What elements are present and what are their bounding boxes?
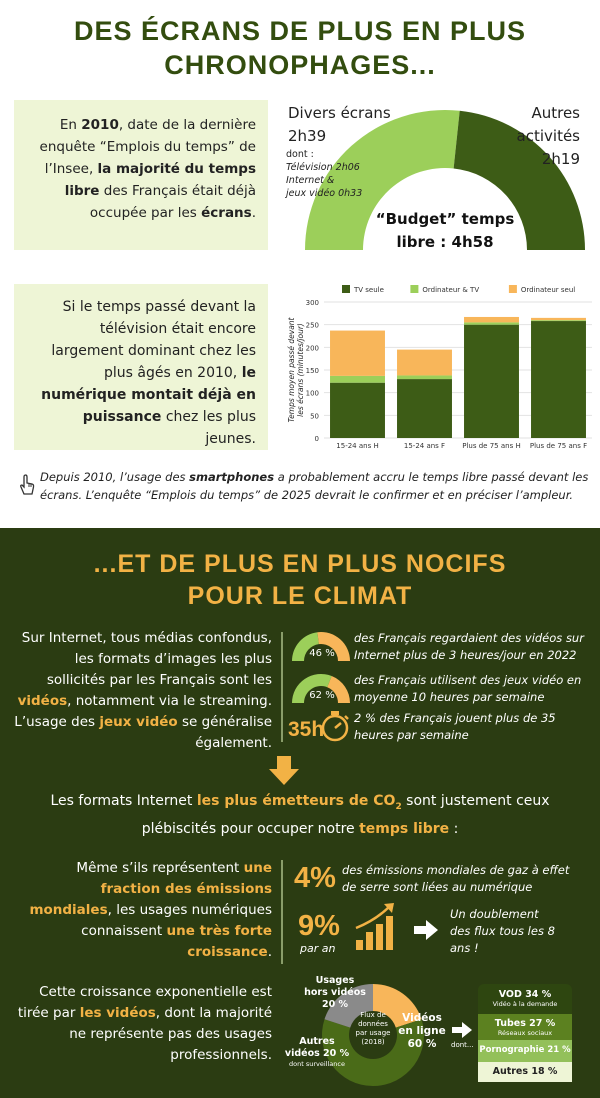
stat-62-value: 62 % — [309, 690, 335, 701]
stat-35h-text: 2 % des Français jouent plus de 35 heures par semaine — [354, 711, 556, 742]
stopwatch-icon — [318, 708, 352, 744]
stat-35h-value: 35h — [288, 718, 325, 741]
x-tick-label: 15-24 ans F — [403, 442, 446, 450]
bar-segment — [397, 350, 452, 376]
bar-segment — [397, 375, 452, 379]
gauge-screens-label: Divers écrans 2h39 — [288, 104, 391, 145]
arrow-right-small-icon — [452, 1022, 472, 1038]
smartphone-note: Depuis 2010, l’usage des smartphones a probablement accru le temps libre passé devant les écrans. L’enquête “Emplois du temps” de 2025 devrait le confirmer et en préciser l’ampleur. — [40, 470, 589, 502]
bar-segment — [464, 317, 519, 322]
arrow-down-icon — [268, 756, 300, 786]
bar-segment — [330, 383, 385, 438]
x-tick-label: Plus de 75 ans H — [462, 442, 521, 450]
internet-text: Sur Internet, tous médias confondus, les formats d’images les plus sollicités par les Français sont les vidéos, notamment via le streaming. L’usage des jeux vidéo se généralise également. — [14, 630, 272, 751]
bar-segment — [531, 321, 586, 438]
bar-segment — [531, 320, 586, 321]
breakdown-porn: Pornographie 21 % — [478, 1040, 572, 1062]
arrow-right-icon — [414, 920, 438, 940]
growth-text: Cette croissance exponentielle est tirée par les vidéos, dont la majorité ne représente pas des usages professionnels. — [17, 984, 272, 1063]
donut-center-label: Flux de données par usage (2018) — [355, 1011, 391, 1046]
donut-label-non-video: Usages hors vidéos 20 % — [304, 975, 366, 1010]
donut-label-other-video: Autres vidéos 20 % dont surveillance — [284, 1036, 350, 1068]
stat-9pct-sub: par an — [300, 942, 336, 955]
breakdown-vod: VOD 34 % Vidéo à la demande — [478, 984, 572, 1014]
breakdown-other: Autres 18 % — [478, 1062, 572, 1082]
x-tick-label: 15-24 ans H — [336, 442, 379, 450]
stat-4pct-text: des émissions mondiales de gaz à effet de serre sont liées au numérique — [342, 863, 570, 894]
stat-4pct-value: 4% — [294, 862, 336, 894]
y-tick-label: 300 — [305, 299, 319, 307]
legend-swatch — [410, 285, 418, 293]
bar-segment — [464, 322, 519, 324]
video-breakdown — [478, 984, 572, 1082]
doubling-text: Un doublement des flux tous les 8 ans ! — [450, 907, 555, 955]
screen-time-bar-chart — [280, 276, 596, 454]
bar-segment — [531, 318, 586, 320]
stat-46-value: 46 % — [309, 648, 335, 659]
y-tick-label: 100 — [305, 389, 319, 398]
legend-swatch — [342, 285, 350, 293]
stat-62-text: des Français utilisent des jeux vidéo en moyenne 10 heures par semaine — [354, 673, 582, 704]
y-tick-label: 200 — [305, 344, 319, 353]
breakdown-tubes: Tubes 27 % Réseaux sociaux — [478, 1014, 572, 1040]
y-tick-label: 250 — [305, 321, 319, 330]
gauge-center-label: “Budget” temps libre : 4h58 — [375, 210, 515, 251]
stat-9pct-value: 9% — [298, 910, 340, 942]
x-tick-label: Plus de 75 ans F — [529, 442, 588, 450]
y-axis-label: Temps moyen passé devantles écrans (minutes/jour) — [287, 317, 305, 423]
donut-dont-label: dont... — [451, 1041, 474, 1049]
bar-segment — [330, 331, 385, 376]
fraction-text: Même s’ils représentent une fraction des émissions mondiales, les usages numériques connaissent une très forte croissance. — [29, 860, 272, 960]
page-title: DES ÉCRANS DE PLUS EN PLUS CHRONOPHAGES... — [73, 16, 527, 80]
legend-label: TV seule — [354, 286, 384, 294]
gauge-screens-detail: dont : Télévision 2h06 Internet & jeux vidéo 0h33 — [286, 149, 363, 199]
intro-text: En 2010, date de la dernière enquête “Emplois du temps” de l’Insee, la majorité du temps libre des Français était déjà occupée par les écrans. — [39, 117, 256, 221]
bar-segment — [397, 379, 452, 438]
stat-46-text: des Français regardaient des vidéos sur Internet plus de 3 heures/jour en 2022 — [354, 631, 584, 662]
bar-segment — [330, 376, 385, 383]
legend-swatch — [509, 285, 517, 293]
y-tick-label: 50 — [310, 412, 319, 421]
climate-title: ...ET DE PLUS EN PLUS NOCIFS POUR LE CLIMAT — [93, 550, 507, 610]
growth-bars-icon — [354, 902, 398, 952]
legend-label: Ordinateur seul — [520, 286, 576, 294]
gauge-other-label: Autres activités 2h19 — [516, 104, 580, 168]
donut-label-online-video: Vidéos en ligne 60 % — [398, 1012, 446, 1050]
hand-pointer-icon — [18, 474, 36, 500]
divider-1 — [281, 632, 283, 742]
divider-2 — [281, 860, 283, 964]
y-tick-label: 0 — [314, 435, 319, 443]
section2-text: Si le temps passé devant la télévision était encore largement dominant chez les plus âgés en 2010, le numérique montait déjà en puissance chez les plus jeunes. — [41, 299, 256, 447]
bar-segment — [464, 325, 519, 438]
legend-label: Ordinateur & TV — [422, 286, 480, 294]
y-tick-label: 150 — [305, 367, 319, 375]
emitters-text: Les formats Internet les plus émetteurs de $CO_2$ sont justement ceux plébiscités pour occuper notre temps libre : — [50, 793, 550, 837]
